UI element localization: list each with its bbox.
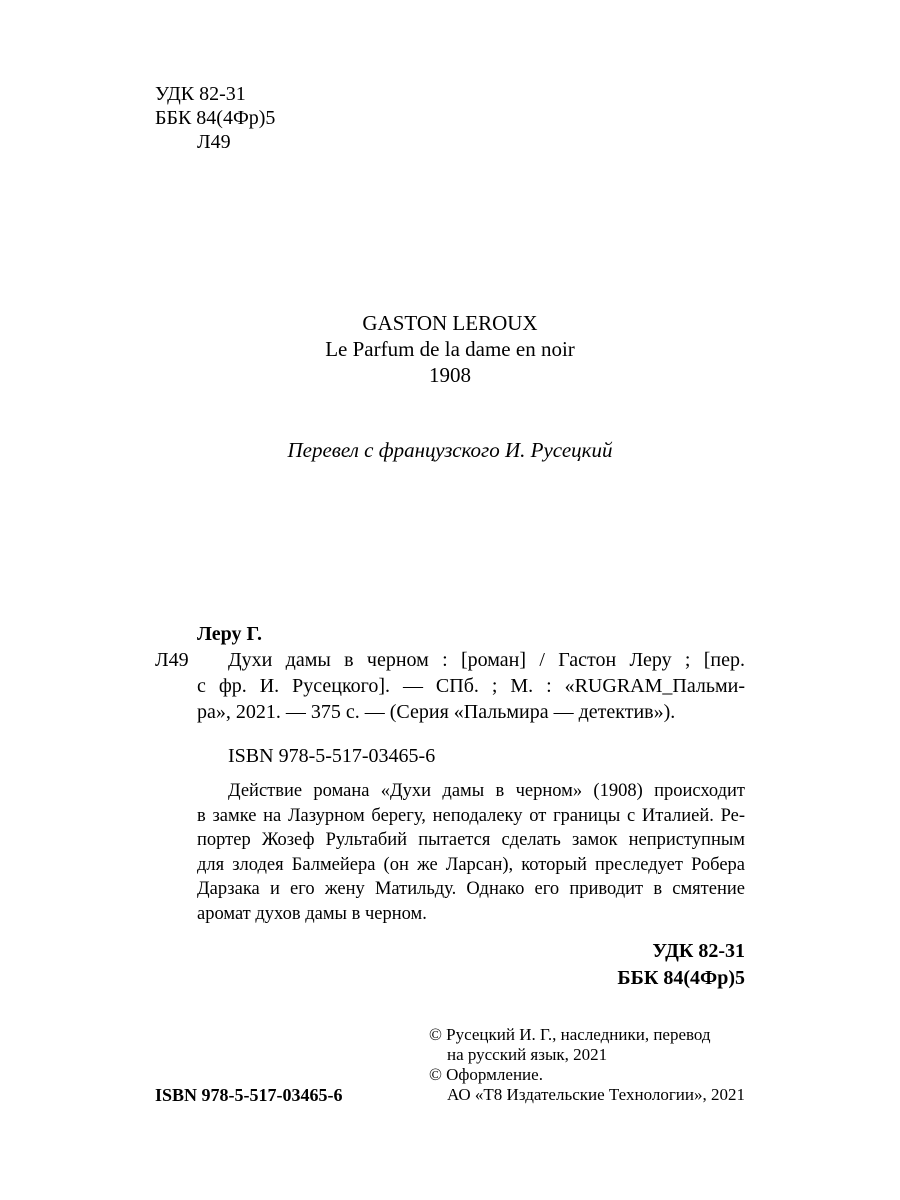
catalog-entry <box>155 621 745 725</box>
translator-line: Перевел с французского И. Русецкий <box>287 438 613 462</box>
udk-code-right: УДК 82-31 <box>652 940 745 962</box>
bbk-code-right: ББК 84(4Фр)5 <box>617 967 745 989</box>
original-year: 1908 <box>429 363 471 387</box>
isbn-catalog: ISBN 978-5-517-03465-6 <box>228 745 436 767</box>
classification-codes-right <box>0 938 745 992</box>
udk-code-top: УДК 82-31 <box>155 83 246 105</box>
catalog-author-sign: Л49 <box>155 649 189 671</box>
original-title: Le Parfum de la dame en noir <box>325 337 575 361</box>
catalog-description <box>155 647 745 725</box>
annotation-paragraph: Действие романа «Духи дамы в черном» (1908) происходит в замке на Лазурном берегу, неподалеку от границы с Италией. Ре- портер Жозеф Рультабий пытается сделать замок неприступным для злодея Балмейера (он же Ларсан), который преследует Робера Дарзака и его жену Матильду. Однако его приводит в смятение аромат духов дамы в черном. <box>197 781 745 924</box>
author-sign-top: Л49 <box>197 131 231 153</box>
catalog-description-lines: Духи дамы в черном : [роман] / Гастон Леру ; [пер. с фр. И. Русецкого]. — СПб. ; М. : «RUGRAM_Пальми- ра», 2021. — 375 с. — (Серия «Пальмира — детектив»). <box>197 649 745 723</box>
copyright-block: © Русецкий И. Г., наследники, перевод на русский язык, 2021 © Оформление. АО «Т8 Издательские Технологии», 2021 <box>428 1025 745 1104</box>
footer-row <box>155 1025 745 1105</box>
isbn-footer: ISBN 978-5-517-03465-6 <box>155 1085 343 1105</box>
original-title-block <box>0 310 900 388</box>
catalog-author: Леру Г. <box>197 623 262 645</box>
bbk-code-top: ББК 84(4Фр)5 <box>155 107 276 129</box>
classification-codes-top <box>155 0 900 154</box>
original-author: GASTON LEROUX <box>362 311 538 335</box>
